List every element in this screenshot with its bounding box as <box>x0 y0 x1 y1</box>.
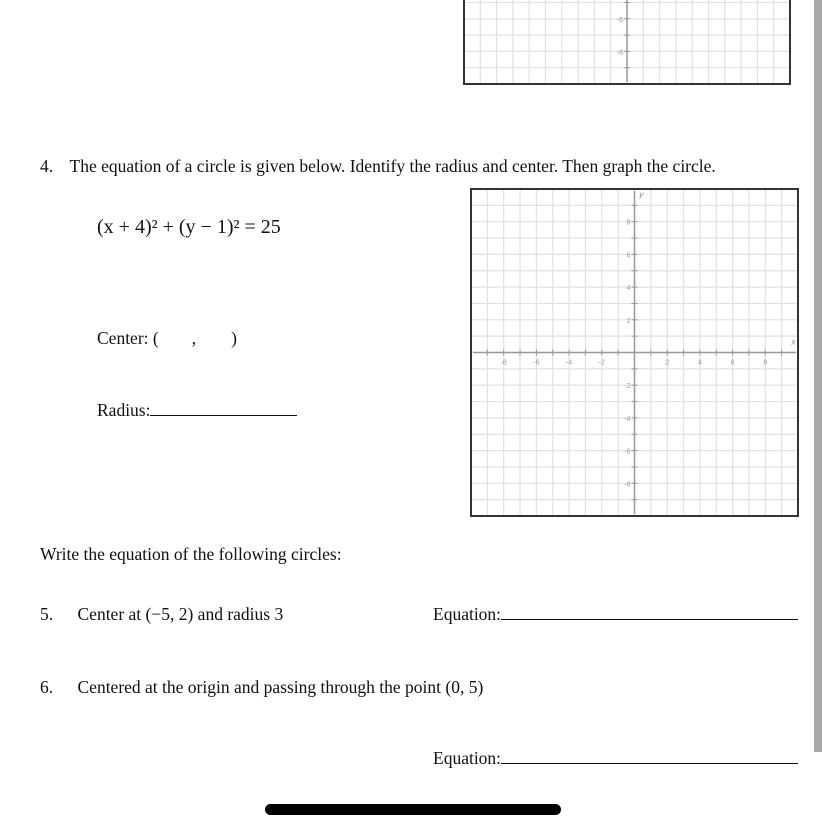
question-number: 5. <box>40 604 54 624</box>
center-answer <box>97 328 237 349</box>
question-number: 6. <box>40 677 54 697</box>
section-heading: Write the equation of the following circles: <box>40 544 342 564</box>
q6-equation-blank[interactable] <box>501 749 798 764</box>
q6-equation <box>433 748 798 769</box>
question-prompt: The equation of a circle is given below. Identify the radius and center. Then graph the circle. <box>69 156 716 176</box>
y-tick-label: 4 <box>626 285 631 293</box>
y-tick-label: -8 <box>616 49 623 57</box>
x-axis-label: x <box>791 337 796 347</box>
y-axis-label: y <box>639 190 644 200</box>
coordinate-grid-previous <box>463 0 791 88</box>
y-tick-label: 6 <box>626 252 631 260</box>
x-tick-label: -8 <box>500 359 507 367</box>
equation-label: Equation: <box>433 604 502 624</box>
radius-label: Radius: <box>97 400 151 420</box>
question-6 <box>40 677 483 698</box>
center-comma: , <box>191 328 197 348</box>
question-5 <box>40 604 283 625</box>
center-label: Center: ( <box>97 328 159 348</box>
question-prompt: Centered at the origin and passing through the point (0, 5) <box>77 677 484 697</box>
y-tick-label: -6 <box>624 448 631 456</box>
x-tick-label: -2 <box>598 359 605 367</box>
y-tick-label: 8 <box>626 219 631 227</box>
x-tick-label: 2 <box>665 359 670 367</box>
equation-label: Equation: <box>433 748 502 768</box>
q5-equation-blank[interactable] <box>501 605 798 620</box>
x-tick-label: 8 <box>763 359 768 367</box>
x-tick-label: 4 <box>697 359 702 367</box>
circle-equation: (x + 4)² + (y − 1)² = 25 <box>97 216 281 238</box>
y-tick-label: -4 <box>624 415 631 423</box>
x-tick-label: 6 <box>730 359 735 367</box>
y-tick-label: -2 <box>624 383 631 391</box>
y-tick-label: -6 <box>616 16 623 24</box>
radius-answer <box>97 400 297 421</box>
center-close: ) <box>231 328 237 348</box>
q5-equation <box>433 604 798 625</box>
question-number: 4. <box>40 156 54 176</box>
x-tick-label: -4 <box>565 359 573 367</box>
scrollbar[interactable] <box>814 0 822 752</box>
x-tick-label: -6 <box>533 359 540 367</box>
question-prompt: Center at (−5, 2) and radius 3 <box>77 604 284 624</box>
y-tick-label: 2 <box>626 317 631 325</box>
coordinate-grid[interactable] <box>470 188 799 517</box>
y-tick-label: -8 <box>624 481 631 489</box>
question-4 <box>40 156 716 177</box>
home-indicator[interactable] <box>265 804 561 815</box>
radius-blank[interactable] <box>150 401 297 416</box>
